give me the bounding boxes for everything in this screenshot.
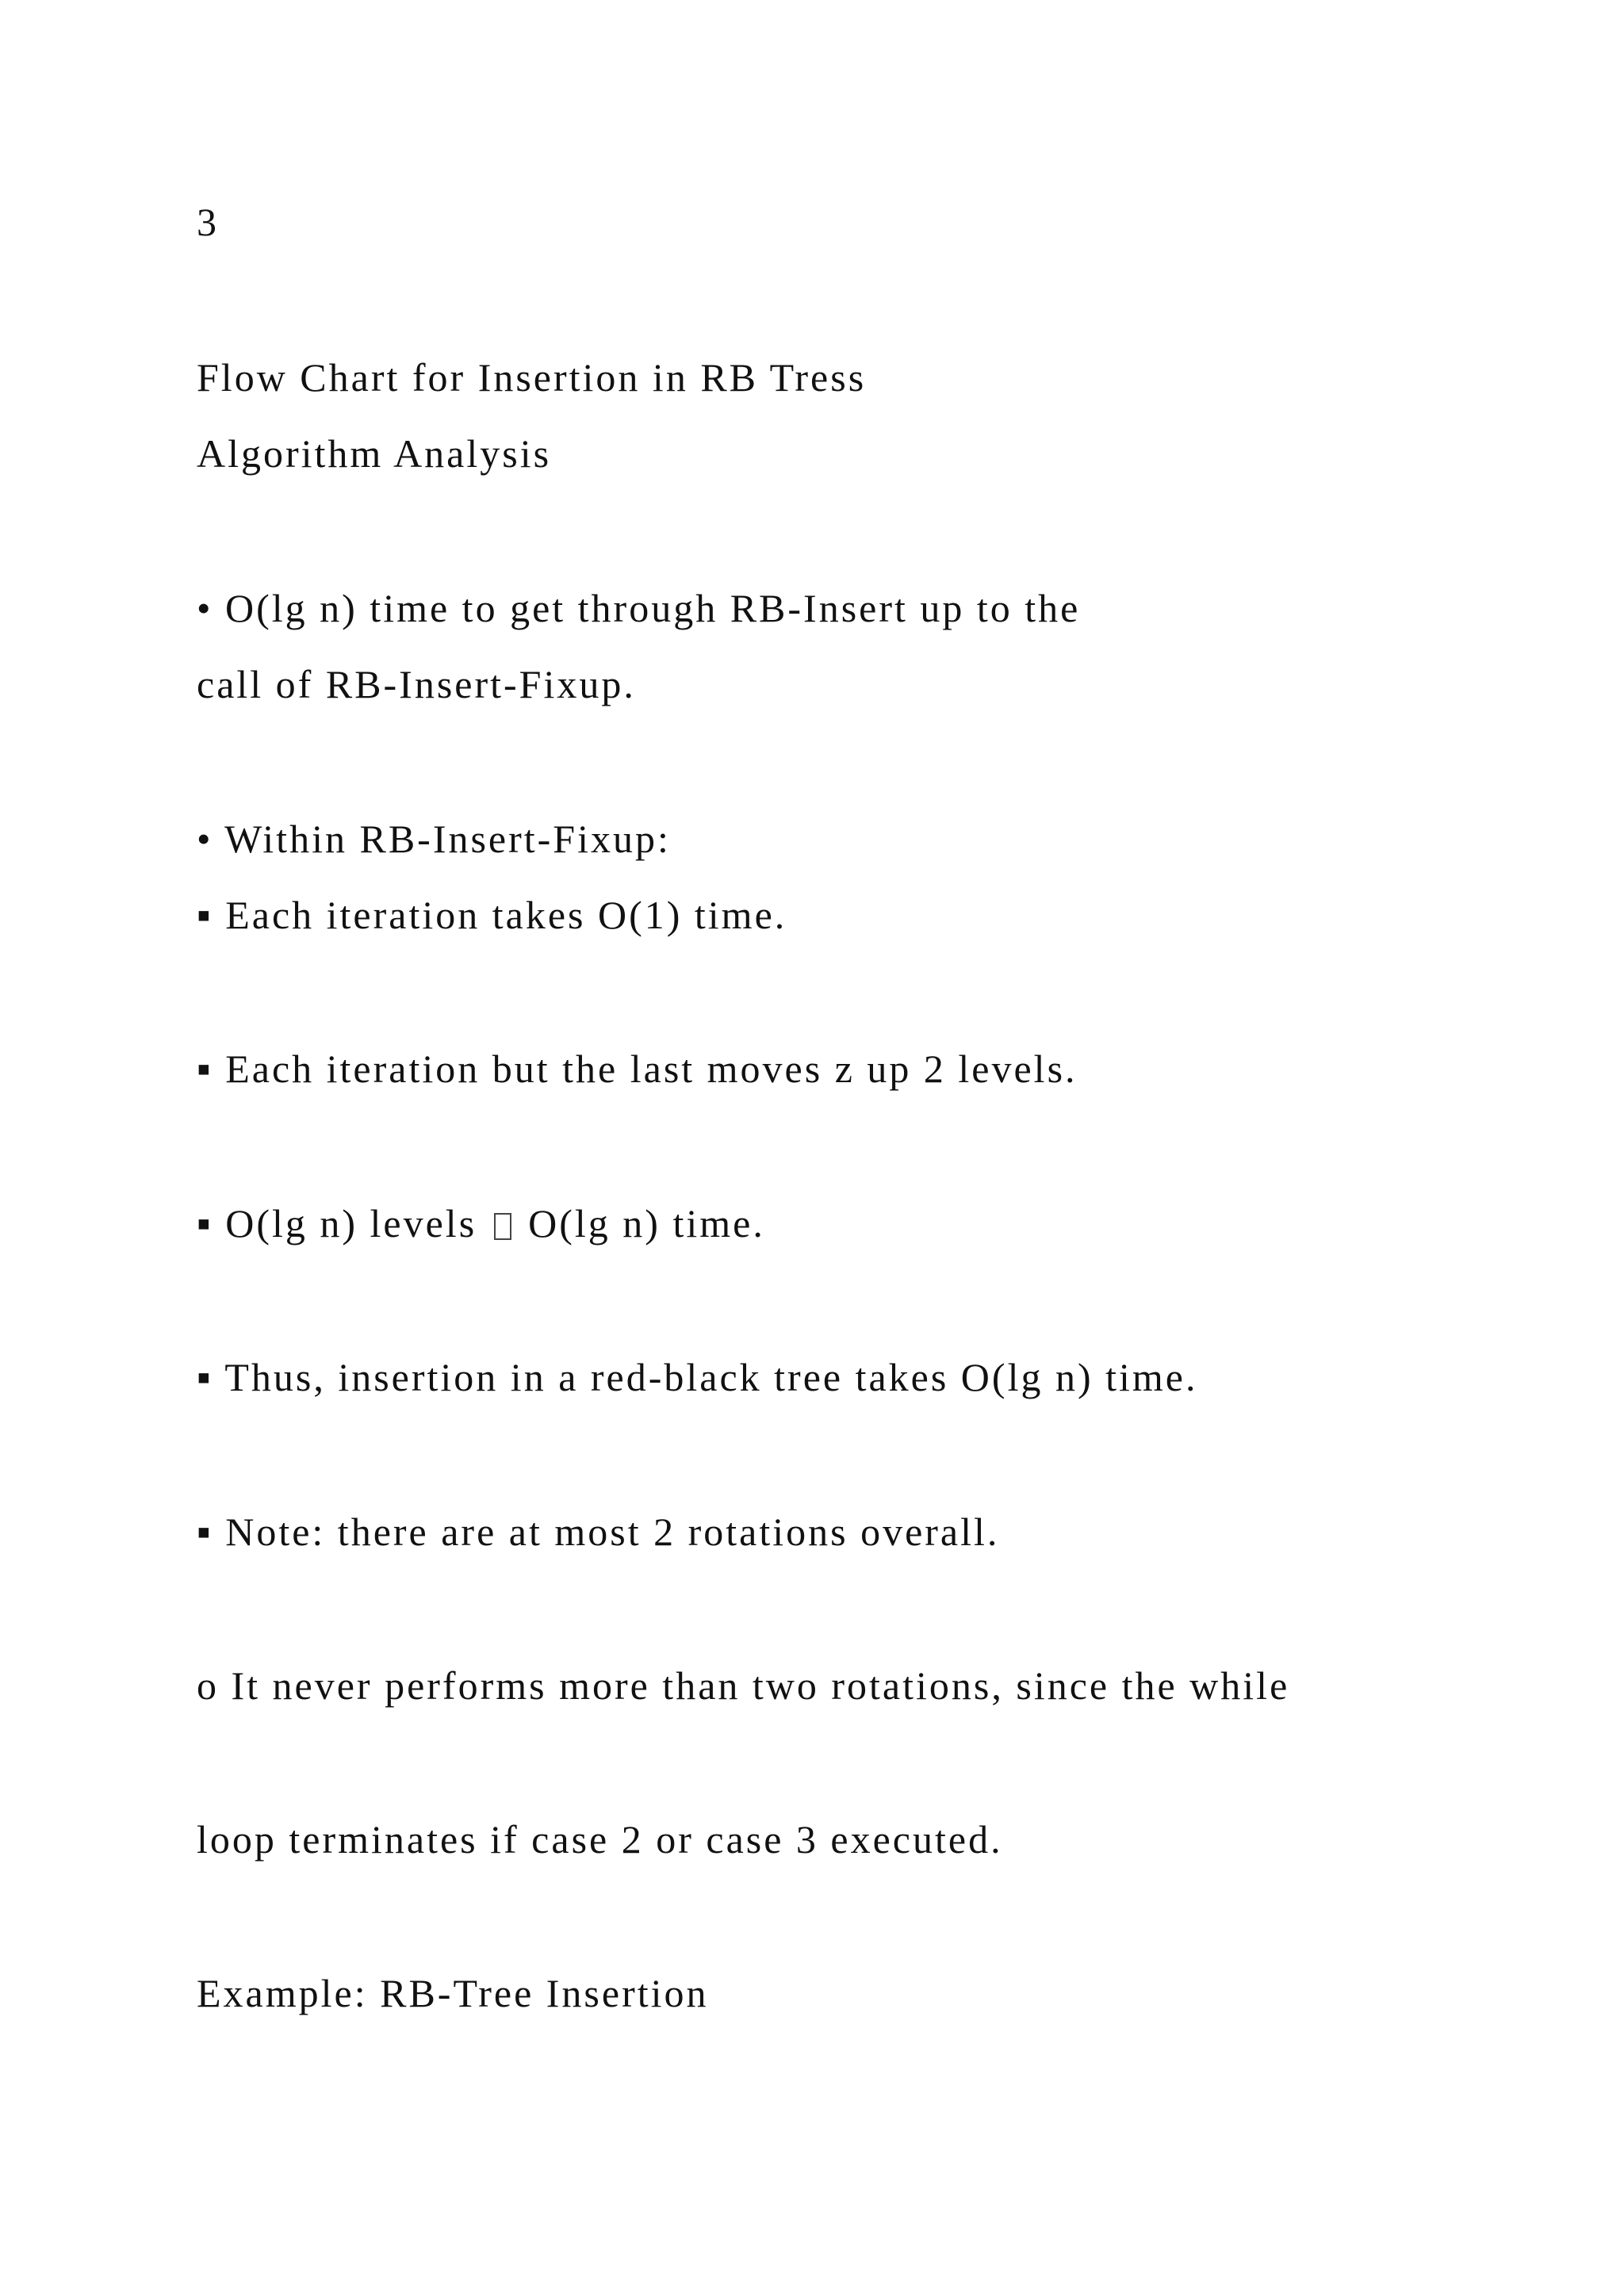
sub-bullet-line: ▪ Each iteration takes O(1) time. [197,893,787,937]
missing-glyph-icon [494,1213,511,1240]
sub-bullet-line: ▪ Note: there are at most 2 rotations overall. [197,1510,1000,1554]
sub-bullet-text-after: O(lg n) time. [528,1201,765,1246]
example-heading: Example: RB-Tree Insertion [197,1971,709,2015]
note-line: o It never performs more than two rotations, since the while [197,1663,1290,1708]
sub-bullet-line [197,1200,765,1247]
bullet-line: • Within RB-Insert-Fixup: [197,817,671,861]
sub-bullet-line: ▪ Thus, insertion in a red-black tree takes O(lg n) time. [197,1355,1198,1399]
bullet-line-continued: call of RB-Insert-Fixup. [197,662,636,706]
bullet-line: • O(lg n) time to get through RB-Insert up to the [197,586,1081,630]
note-line-continued: loop terminates if case 2 or case 3 executed. [197,1817,1003,1862]
document-title: Flow Chart for Insertion in RB Tress [197,355,867,400]
section-heading: Algorithm Analysis [197,431,552,476]
page-number: 3 [197,200,219,244]
sub-bullet-text-before: ▪ O(lg n) levels [197,1201,477,1246]
sub-bullet-line: ▪ Each iteration but the last moves z up 2 levels. [197,1047,1078,1091]
